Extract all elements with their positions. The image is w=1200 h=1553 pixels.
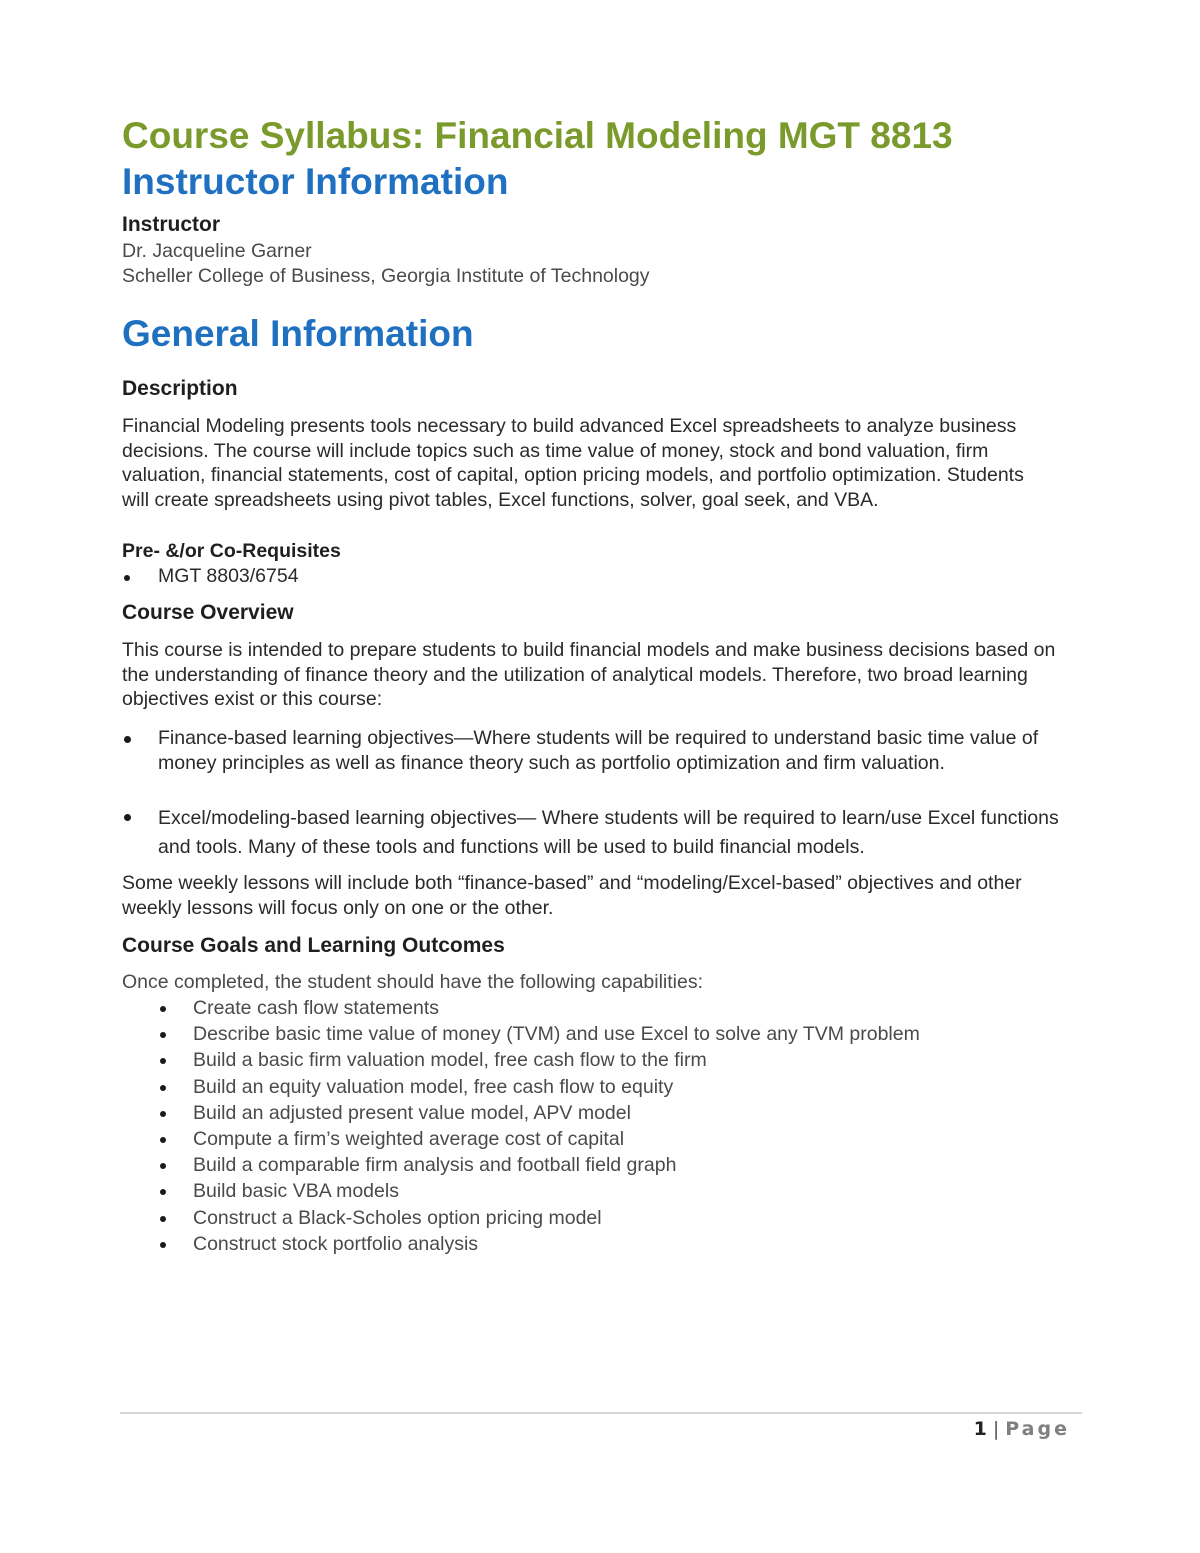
goal-text: Construct a Black-Scholes option pricing model bbox=[193, 1206, 602, 1229]
bullet-icon bbox=[160, 1137, 166, 1143]
overview-intro: This course is intended to prepare students to build financial models and make business decisions based on the understanding of finance theory and the utilization of analytical models. Therefore, two broad learning objectives exist or this course: bbox=[122, 639, 1056, 710]
footer-divider bbox=[120, 1412, 1082, 1414]
goal-text: Compute a firm’s weighted average cost of capital bbox=[193, 1128, 625, 1150]
course-goals-heading: Course Goals and Learning Outcomes bbox=[122, 934, 505, 957]
overview-closing: Some weekly lessons will include both “finance-based” and “modeling/Excel-based” objectives and other weekly lessons will focus only on one or the other. bbox=[122, 872, 1022, 919]
goal-text: Construct stock portfolio analysis bbox=[193, 1232, 479, 1255]
bullet-icon bbox=[160, 1163, 166, 1169]
instructor-name: Dr. Jacqueline Garner bbox=[122, 240, 312, 262]
course-title: Course Syllabus: Financial Modeling MGT 8813 bbox=[122, 115, 953, 156]
course-overview-heading: Course Overview bbox=[122, 601, 294, 624]
goal-text: Describe basic time value of money (TVM) and use Excel to solve any TVM problem bbox=[193, 1023, 920, 1046]
prerequisite-text: MGT 8803/6754 bbox=[158, 565, 299, 587]
description-heading: Description bbox=[122, 377, 238, 400]
bullet-icon bbox=[124, 814, 131, 821]
footer-separator: | bbox=[992, 1418, 1000, 1440]
prerequisites-heading: Pre- &/or Co-Requisites bbox=[122, 540, 341, 562]
objective-text: Excel/modeling-based learning objectives— Where students will be required to learn/use Excel functions and tools. Many of these tools and functions will be used to build financial models. bbox=[158, 807, 1059, 858]
goal-text: Build basic VBA models bbox=[193, 1180, 399, 1203]
description-text: Financial Modeling presents tools necessary to build advanced Excel spreadsheets to analyze business decisions. The course will include topics such as time value of money, stock and bond valuation, firm valuation, financial statements, cost of capital, option pricing models, and portfolio optimization. Students will create spreadsheets using pivot tables, Excel functions, solver, goal seek, and VBA. bbox=[122, 415, 1024, 511]
bullet-icon bbox=[160, 1032, 166, 1038]
page-number: 1 bbox=[973, 1418, 987, 1440]
goals-intro: Once completed, the student should have the following capabilities: bbox=[122, 971, 704, 993]
bullet-icon bbox=[160, 1006, 166, 1012]
instructor-affiliation: Scheller College of Business, Georgia Institute of Technology bbox=[122, 265, 650, 287]
bullet-icon bbox=[160, 1058, 166, 1064]
bullet-icon bbox=[160, 1189, 166, 1195]
bullet-icon bbox=[160, 1085, 166, 1091]
goal-text: Build an adjusted present value model, APV model bbox=[193, 1101, 631, 1124]
page-footer bbox=[974, 1417, 1070, 1441]
bullet-icon bbox=[160, 1242, 166, 1248]
instructor-label: Instructor bbox=[122, 213, 221, 236]
goal-text: Build a comparable firm analysis and football field graph bbox=[193, 1154, 677, 1177]
objective-text: Finance-based learning objectives—Where students will be required to understand basic time value of money principles as well as finance theory such as portfolio optimization and firm valuation. bbox=[158, 727, 1039, 774]
bullet-icon bbox=[124, 575, 130, 581]
goal-text: Create cash flow statements bbox=[193, 997, 440, 1019]
page-label: Page bbox=[1005, 1418, 1070, 1440]
instructor-information-heading: Instructor Information bbox=[122, 161, 509, 202]
goal-text: Build an equity valuation model, free cash flow to equity bbox=[193, 1075, 674, 1098]
bullet-icon bbox=[124, 736, 131, 743]
bullet-icon bbox=[160, 1216, 166, 1222]
general-information-heading: General Information bbox=[122, 313, 474, 354]
bullet-icon bbox=[160, 1111, 166, 1117]
goal-text: Build a basic firm valuation model, free cash flow to the firm bbox=[193, 1049, 707, 1072]
